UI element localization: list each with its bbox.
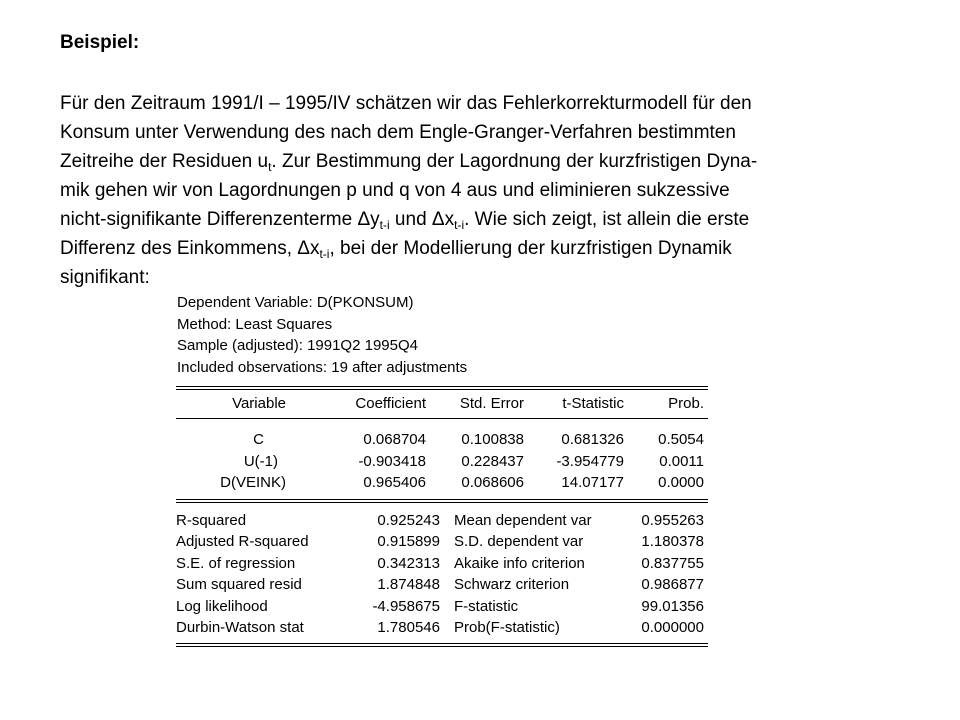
regression-output <box>176 292 708 647</box>
std-error-value: 0.228437 <box>461 452 524 470</box>
stat-value: -4.958675 <box>372 597 440 615</box>
paragraph-line-7: signifikant: <box>60 267 150 288</box>
coefficient-value: 0.068704 <box>363 431 426 448</box>
paragraph-line-5 <box>60 205 940 234</box>
column-header: Std. Error <box>459 395 524 413</box>
table-rule <box>176 418 708 419</box>
text-fragment: . Wie sich zeigt, ist allein die erste <box>464 209 750 230</box>
stats-row <box>176 596 708 618</box>
prob-value: 0.0000 <box>658 474 704 491</box>
t-statistic-value: -3.954779 <box>556 452 624 470</box>
stat-label: Durbin-Watson stat <box>176 619 304 636</box>
prob-value: 0.0011 <box>659 452 704 470</box>
prob-value: 0.5054 <box>658 431 704 448</box>
stats-row <box>176 531 708 553</box>
header-line: Dependent Variable: D(PKONSUM) <box>177 294 414 311</box>
paragraph-line-3 <box>60 147 940 176</box>
stat-value: 0.986877 <box>641 576 704 593</box>
text-fragment: Differenz des Einkommens, Δx <box>60 238 320 259</box>
std-error-value: 0.100838 <box>461 431 524 448</box>
header-line: Method: Least Squares <box>177 315 333 333</box>
table-rule-double <box>176 643 708 647</box>
stat-value: 0.955263 <box>641 511 704 529</box>
paragraph-line-1: Für den Zeitraum 1991/I – 1995/IV schätzen wir das Fehlerkorrekturmodell für den <box>60 93 752 114</box>
stat-value: 0.000000 <box>641 619 704 636</box>
stat-label: Akaike info criterion <box>454 554 585 572</box>
t-statistic-value: 0.681326 <box>561 431 624 448</box>
stat-label: F-statistic <box>454 597 519 615</box>
slide-title: Beispiel: <box>60 32 140 53</box>
stat-value: 1.874848 <box>377 576 440 593</box>
stats-row <box>176 617 708 639</box>
text-fragment: und Δx <box>389 209 455 230</box>
stat-label: S.E. of regression <box>176 554 296 572</box>
stat-label: Mean dependent var <box>454 511 592 529</box>
table-row <box>176 451 708 473</box>
t-statistic-value: 14.07177 <box>561 474 624 491</box>
stat-value: 1.180378 <box>641 533 704 550</box>
stats-row <box>176 574 708 596</box>
header-line: Included observations: 19 after adjustments <box>177 358 468 376</box>
description-paragraph <box>60 89 940 292</box>
subscript: t-i <box>379 218 390 232</box>
stat-label: R-squared <box>176 511 247 529</box>
column-header: Variable <box>232 395 286 413</box>
stats-row <box>176 510 708 532</box>
stat-value: 99.01356 <box>641 597 704 615</box>
text-fragment: , bei der Modellierung der kurzfristigen Dynamik <box>329 238 732 259</box>
coefficient-table <box>176 390 708 418</box>
std-error-value: 0.068606 <box>461 474 524 491</box>
coefficient-value: -0.903418 <box>358 452 426 470</box>
summary-stats-table <box>176 510 708 639</box>
stat-value: 0.342313 <box>377 554 440 572</box>
subscript: t-i <box>454 218 465 232</box>
paragraph-line-2: Konsum unter Verwendung des nach dem Engle-Granger-Verfahren bestimmten <box>60 122 736 143</box>
text-fragment: nicht-signifikante Differenzenterme Δy <box>60 209 380 230</box>
stat-value: 0.837755 <box>641 554 704 572</box>
table-rule-double <box>176 499 708 503</box>
text-fragment: Zeitreihe der Residuen u <box>60 151 269 172</box>
variable-name: U(-1) <box>243 452 278 470</box>
paragraph-line-6 <box>60 234 940 263</box>
column-header: t-Statistic <box>562 395 624 413</box>
subscript: t <box>268 160 272 174</box>
stat-label: Schwarz criterion <box>454 576 570 593</box>
stat-value: 0.915899 <box>377 533 440 550</box>
variable-name: C <box>253 431 264 448</box>
variable-name: D(VEINK) <box>220 474 286 491</box>
stat-value: 0.925243 <box>377 511 440 529</box>
table-rule-double <box>176 386 708 390</box>
subscript: t-i <box>319 247 330 261</box>
table-row <box>176 429 708 451</box>
coefficient-rows <box>176 429 708 494</box>
stats-row <box>176 553 708 575</box>
column-header: Prob. <box>668 395 704 413</box>
stat-value: 1.780546 <box>377 619 440 636</box>
table-row <box>176 472 708 494</box>
paragraph-line-4: mik gehen wir von Lagordnungen p und q von 4 aus und eliminieren sukzessive <box>60 180 730 201</box>
stat-label: S.D. dependent var <box>454 533 584 550</box>
table-header-row <box>176 390 708 418</box>
stat-label: Prob(F-statistic) <box>454 619 560 636</box>
stat-label: Adjusted R-squared <box>176 533 309 550</box>
coefficient-value: 0.965406 <box>363 474 426 491</box>
text-fragment: . Zur Bestimmung der Lagordnung der kurzfristigen Dyna- <box>271 151 758 172</box>
stat-label: Sum squared resid <box>176 576 302 593</box>
stat-label: Log likelihood <box>176 597 268 615</box>
header-line: Sample (adjusted): 1991Q2 1995Q4 <box>177 337 418 354</box>
column-header: Coefficient <box>355 395 426 413</box>
